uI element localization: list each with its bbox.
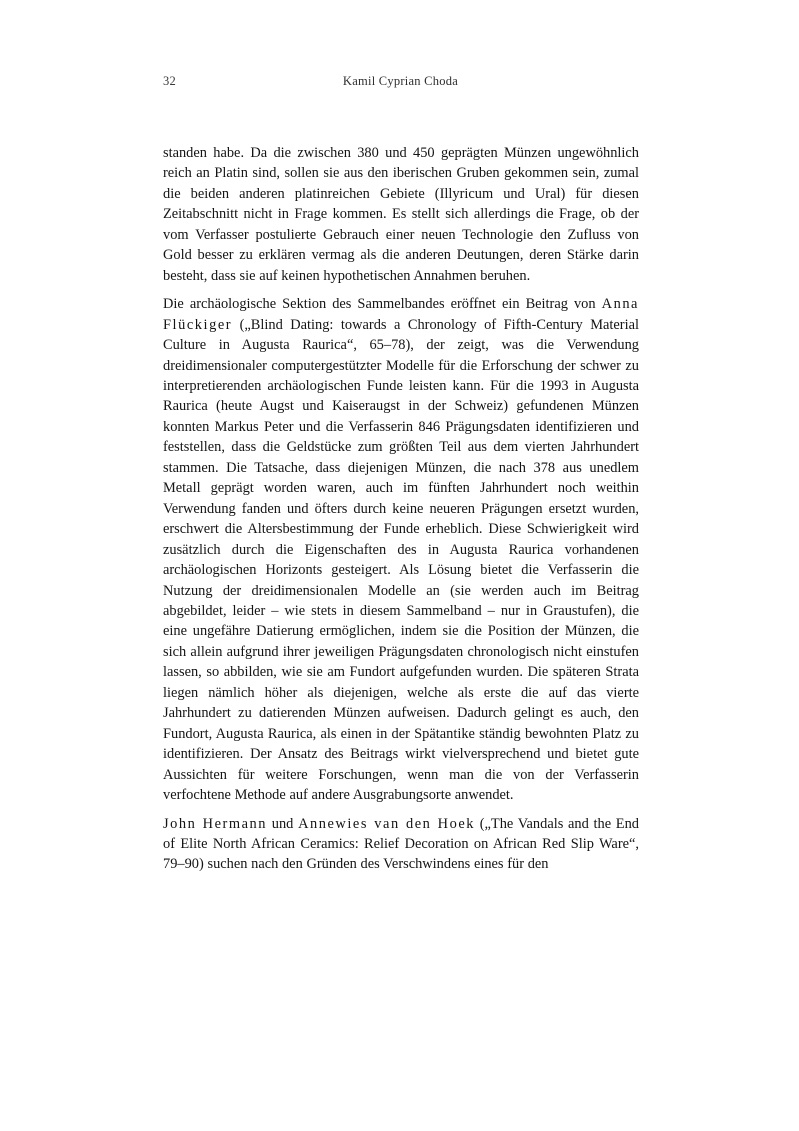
paragraph-2 [163,294,639,805]
paragraph-3-conjunction: und [267,815,299,832]
paragraph-3-text: („The Vandals and the End of Elite North African Ceramics: Relief Decoration on African Red Slip Ware“, 79–90) suchen nach den Gründen des Verschwindens eines für den [163,815,639,873]
running-head [163,72,638,90]
author-name-annewies-van-den-hoek: Annewies van den Hoek [298,815,476,832]
page-number: 32 [163,74,176,88]
running-head-title: Kamil Cyprian Choda [342,74,459,88]
author-name-john-hermann: John Hermann [163,815,268,832]
paragraph-1-text: standen habe. Da die zwischen 380 und 450 geprägten Münzen ungewöhnlich reich an Platin sind, sollen sie aus den iberischen Gruben gekommen sein, zumal die beiden anderen platinreichen Gebiete (Illyricum und Ural) für diesen Zeitabschnitt nicht in Frage kommen. Es stellt sich allerdings die Frage, ob der vom Verfasser postulierte Gebrauch einer neuen Technologie den Zufluss von Gold besser zu erklären vermag als die anderen Deutungen, deren Stärke darin besteht, dass sie auf keinen hypothetischen Annahmen beruhen. [163,145,639,284]
body-text-block [163,143,639,875]
paragraph-1 [163,143,639,286]
paragraph-2-lead-in: Die archäologische Sektion des Sammelbandes eröffnet ein Beitrag von [163,296,602,313]
paragraph-3 [163,814,639,875]
author-name-anna-flueckiger: Anna Flückiger [163,296,639,333]
paragraph-2-text: („Blind Dating: towards a Chronology of Fifth-Century Material Culture in Augusta Raurica“, 65–78), der zeigt, was die Verwendung dreidimensionaler computergestützter Modelle für die Erforschung der schwer zu interpretierenden archäologischen Funde leisten kann. Für die 1993 in Augusta Raurica (heute Augst und Kaiseraugst in der Schweiz) gefundenen Münzen konnten Markus Peter und die Verfasserin 846 Prägungsdaten identifizieren und feststellen, dass die Geldstücke zum größten Teil aus dem vierten Jahrhundert stammen. Die Tatsache, dass diejenigen Münzen, die nach 378 aus unedlem Metall geprägt worden waren, auch im fünften Jahrhundert noch weithin Verwendung fanden und öfters durch keine neueren Prägungen ersetzt wurden, erschwert die Altersbestimmung der Funde erheblich. Diese Schwierigkeit wird zusätzlich durch die Eigenschaften des in Augusta Raurica vorhandenen archäologischen Horizonts gesteigert. Als Lösung bietet die Verfasserin die Nutzung der dreidimensionalen Modelle an (sie werden auch im Beitrag abgebildet, leider – wie stets in diesem Sammelband – nur in Graustufen), die eine ungefähre Datierung ermöglichen, indem sie die Position der Münzen, die sich allein aufgrund ihrer jeweiligen Prägungsdaten chronologisch nicht einstufen lassen, so abbilden, wie sie am Fundort aufgefunden wurden. Die späteren Strata liegen nämlich höher als diejenigen, welche als erste die auf das vierte Jahrhundert zu datierenden Münzen aufweisen. Dadurch gelingt es auch, den Fundort, Augusta Raurica, als einen in der Spätantike ständig bewohnten Platz zu identifizieren. Der Ansatz des Beitrags wirkt vielversprechend und bietet gute Aussichten für weitere Forschungen, wenn man die von der Verfasserin verfochtene Methode auf andere Ausgrabungsorte anwendet. [163,316,639,804]
